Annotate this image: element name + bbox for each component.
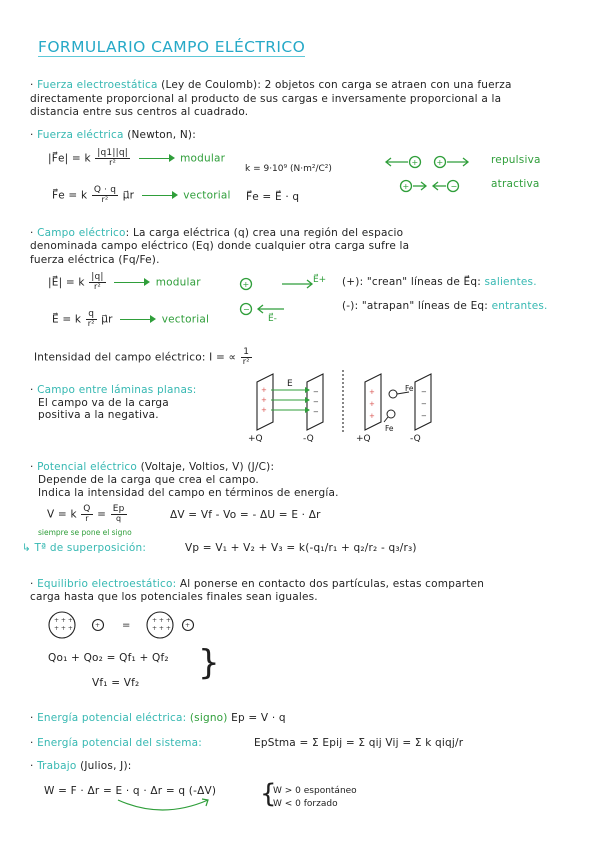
charges-force-diagram xyxy=(380,150,480,195)
campo-text-2: denominada campo eléctrico (Eq) donde cualquier otra carga sufre la xyxy=(30,240,410,252)
fuerza-modular-eq xyxy=(48,149,225,168)
v-num-1: Q xyxy=(83,504,91,514)
left-brace: { xyxy=(260,779,277,809)
intensidad-formula: I = ∝ xyxy=(209,351,237,364)
minus-rule-text: (-): "atrapan" líneas de Eq: xyxy=(342,300,489,312)
salientes-word: salientes. xyxy=(484,276,537,288)
sistema-label: · Energía potencial del sistema: xyxy=(30,737,202,749)
svg-text:+: + xyxy=(95,622,101,629)
fuerza-mod-den: r² xyxy=(109,158,117,168)
spheres-diagram xyxy=(40,608,200,644)
v-lhs: V = k xyxy=(47,508,77,521)
potencial-heading xyxy=(30,461,274,473)
green-arrow xyxy=(120,319,154,320)
v-den-2: q xyxy=(115,514,122,524)
svg-text:+: + xyxy=(185,622,191,629)
svg-text:+: + xyxy=(369,388,375,396)
green-arrow xyxy=(114,282,148,283)
trabajo-label: · Trabajo xyxy=(30,760,77,772)
fuerza-vec-unit: μ⃗r xyxy=(122,189,135,202)
trabajo-units: (Julios, J): xyxy=(80,760,132,772)
campo-vec-unit: μ⃗r xyxy=(101,313,113,326)
svg-text:=: = xyxy=(122,620,131,631)
svg-text:+: + xyxy=(261,406,267,414)
intensidad-text: Intensidad del campo eléctrico: xyxy=(34,351,206,364)
svg-text:+: + xyxy=(411,158,419,167)
energia-line xyxy=(30,712,286,724)
plus-q-right: +Q xyxy=(356,434,371,444)
minus-q-right: -Q xyxy=(410,434,421,444)
delta-v-eq: ΔV = Vf - Vo = - ΔU = E · Δr xyxy=(170,509,321,521)
campo-mod-den: r² xyxy=(93,282,101,292)
fuerza-vec-num: Q · q xyxy=(93,185,117,195)
svg-text:−: − xyxy=(421,400,427,408)
page-title: FORMULARIO CAMPO ELÉCTRICO xyxy=(38,38,306,56)
fuerza-vectorial-label: vectorial xyxy=(183,189,231,202)
campo-vectorial-label: vectorial xyxy=(161,313,210,326)
svg-text:+ + +: + + + xyxy=(54,625,73,632)
svg-text:+ + +: + + + xyxy=(152,625,171,632)
svg-text:−: − xyxy=(313,398,319,406)
fuerza-vec-lhs: F⃗e = k xyxy=(52,189,88,202)
atractiva-label: atractiva xyxy=(491,178,540,190)
svg-text:−: − xyxy=(450,182,458,191)
fe-eq: F⃗e = E⃗ · q xyxy=(246,191,300,203)
v-num-2: Ep xyxy=(112,504,125,514)
laminas-text-1: El campo va de la carga xyxy=(38,397,169,409)
campo-modular-eq xyxy=(48,273,201,292)
superposicion-eq: Vp = V₁ + V₂ + V₃ = k(-q₁/r₁ + q₂/r₂ - q₃/r₃) xyxy=(185,542,417,554)
fuerza-mod-lhs: |F⃗e| = k xyxy=(48,152,91,165)
plus-rule xyxy=(342,276,537,288)
k-constant: k = 9·10⁹ (N·m²/C²) xyxy=(245,164,332,174)
campo-vector-eq xyxy=(52,310,209,329)
svg-text:+: + xyxy=(402,182,410,191)
equilibrio-eq-1: Qo₁ + Qo₂ = Qf₁ + Qf₂ xyxy=(48,652,169,664)
fuerza-mod-num: |q1||q| xyxy=(97,148,128,158)
minus-q-left: -Q xyxy=(303,434,314,444)
green-arrow xyxy=(139,158,173,159)
entrantes-word: entrantes. xyxy=(491,300,548,312)
campo-text-1: : La carga eléctrica (q) crea una región del espacio xyxy=(125,227,404,239)
equilibrio-line-1 xyxy=(30,578,484,590)
campo-vec-den: r² xyxy=(87,319,95,329)
right-brace: } xyxy=(198,643,220,683)
svg-text:+: + xyxy=(369,412,375,420)
svg-text:−: − xyxy=(421,412,427,420)
trabajo-case-2: W < 0 forzado xyxy=(273,799,338,809)
coulomb-text-3: distancia entre sus centros al cuadrado. xyxy=(30,106,249,118)
energia-formula: Ep = V · q xyxy=(231,712,286,724)
fuerza-label: · Fuerza eléctrica xyxy=(30,129,124,141)
plus-rule-text: (+): "crean" líneas de E⃗q: xyxy=(342,276,481,288)
campo-label: · Campo eléctrico xyxy=(30,227,126,239)
trabajo-heading xyxy=(30,760,131,772)
campo-text-3: fuerza eléctrica (Fq/Fe). xyxy=(30,254,160,266)
coulomb-text-1: (Ley de Coulomb): 2 objetos con carga se atraen con una fuerza xyxy=(161,79,512,91)
repulsiva-label: repulsiva xyxy=(491,154,541,166)
equilibrio-text-2: carga hasta que los potenciales finales sean iguales. xyxy=(30,591,318,603)
svg-text:−: − xyxy=(421,388,427,396)
fuerza-vec-den: r² xyxy=(101,195,109,205)
svg-text:+: + xyxy=(242,280,250,289)
green-arrow xyxy=(142,195,176,196)
signo-note: siempre se pone el signo xyxy=(38,528,132,537)
coulomb-label: · Fuerza electroestática xyxy=(30,79,158,91)
svg-text:+: + xyxy=(369,400,375,408)
energia-signo: (signo) xyxy=(189,712,228,724)
laminas-label: · Campo entre láminas planas: xyxy=(30,384,197,396)
fuerza-units: (Newton, N): xyxy=(127,129,196,141)
svg-text:+ + +: + + + xyxy=(152,617,171,624)
fe-bottom-label: Fe xyxy=(385,424,394,433)
coulomb-line-1 xyxy=(30,79,512,91)
trabajo-case-1: W > 0 espontáneo xyxy=(273,786,357,796)
equilibrio-eq-2: Vf₁ = Vf₂ xyxy=(92,677,140,689)
superposicion-label: Tª de superposición: xyxy=(34,542,147,554)
svg-text:−: − xyxy=(243,305,250,314)
potencial-label: · Potencial eléctrico xyxy=(30,461,137,473)
potencial-text-2: Indica la intensidad del campo en términos de energía. xyxy=(38,487,339,499)
energia-label: · Energía potencial eléctrica: xyxy=(30,712,186,724)
fuerza-modular-label: modular xyxy=(180,152,226,165)
potencial-units: (Voltaje, Voltios, V) (J/C): xyxy=(140,461,275,473)
fuerza-heading xyxy=(30,129,196,141)
e-plus-label: E⃗+ xyxy=(313,275,327,285)
sistema-line xyxy=(30,737,202,749)
fuerza-vector-eq xyxy=(52,186,231,205)
sistema-formula: EpStma = Σ Epij = Σ qij Vij = Σ k qiqj/r xyxy=(254,737,464,749)
campo-mod-lhs: |E⃗| = k xyxy=(48,276,85,289)
minus-rule xyxy=(342,300,548,312)
field-lines-diagram xyxy=(236,272,346,324)
potencial-text-1: Depende de la carga que crea el campo. xyxy=(38,474,259,486)
v-eq-sign: = xyxy=(97,508,107,521)
intensidad-den: r² xyxy=(242,357,250,367)
superposicion-line xyxy=(22,542,146,554)
trabajo-curve-arrow xyxy=(112,796,222,820)
potencial-eq xyxy=(47,505,128,524)
campo-mod-num: |q| xyxy=(91,272,104,282)
laminas-heading xyxy=(30,384,197,396)
equilibrio-label: · Equilibrio electroestático: xyxy=(30,578,176,590)
e-minus-label: E⃗- xyxy=(268,314,277,324)
coulomb-text-2: directamente proporcional al producto de sus cargas e inversamente proporcional a la xyxy=(30,93,502,105)
equilibrio-text-1: Al ponerse en contacto dos partículas, estas comparten xyxy=(179,578,485,590)
svg-text:−: − xyxy=(313,388,319,396)
curve-arrow-icon: ↳ xyxy=(22,542,31,554)
svg-text:+: + xyxy=(261,396,267,404)
intensidad-num: 1 xyxy=(241,348,252,358)
trabajo-formula: W = F · Δr = E · q · Δr = q (-ΔV) xyxy=(44,785,217,797)
svg-text:+: + xyxy=(436,158,444,167)
svg-text:+: + xyxy=(261,386,267,394)
laminas-text-2: positiva a la negativa. xyxy=(38,409,159,421)
svg-text:−: − xyxy=(313,408,319,416)
fe-top-label: Fe xyxy=(405,384,414,393)
plates-e-label: E xyxy=(287,379,293,389)
campo-vec-num: q xyxy=(86,310,97,320)
campo-line-1 xyxy=(30,227,403,239)
campo-vec-lhs: E⃗ = k xyxy=(52,313,82,326)
svg-text:+ + +: + + + xyxy=(54,617,73,624)
campo-modular-label: modular xyxy=(155,276,201,289)
intensidad-line xyxy=(34,348,253,367)
v-den-1: r xyxy=(85,514,89,524)
plus-q-left: +Q xyxy=(248,434,263,444)
